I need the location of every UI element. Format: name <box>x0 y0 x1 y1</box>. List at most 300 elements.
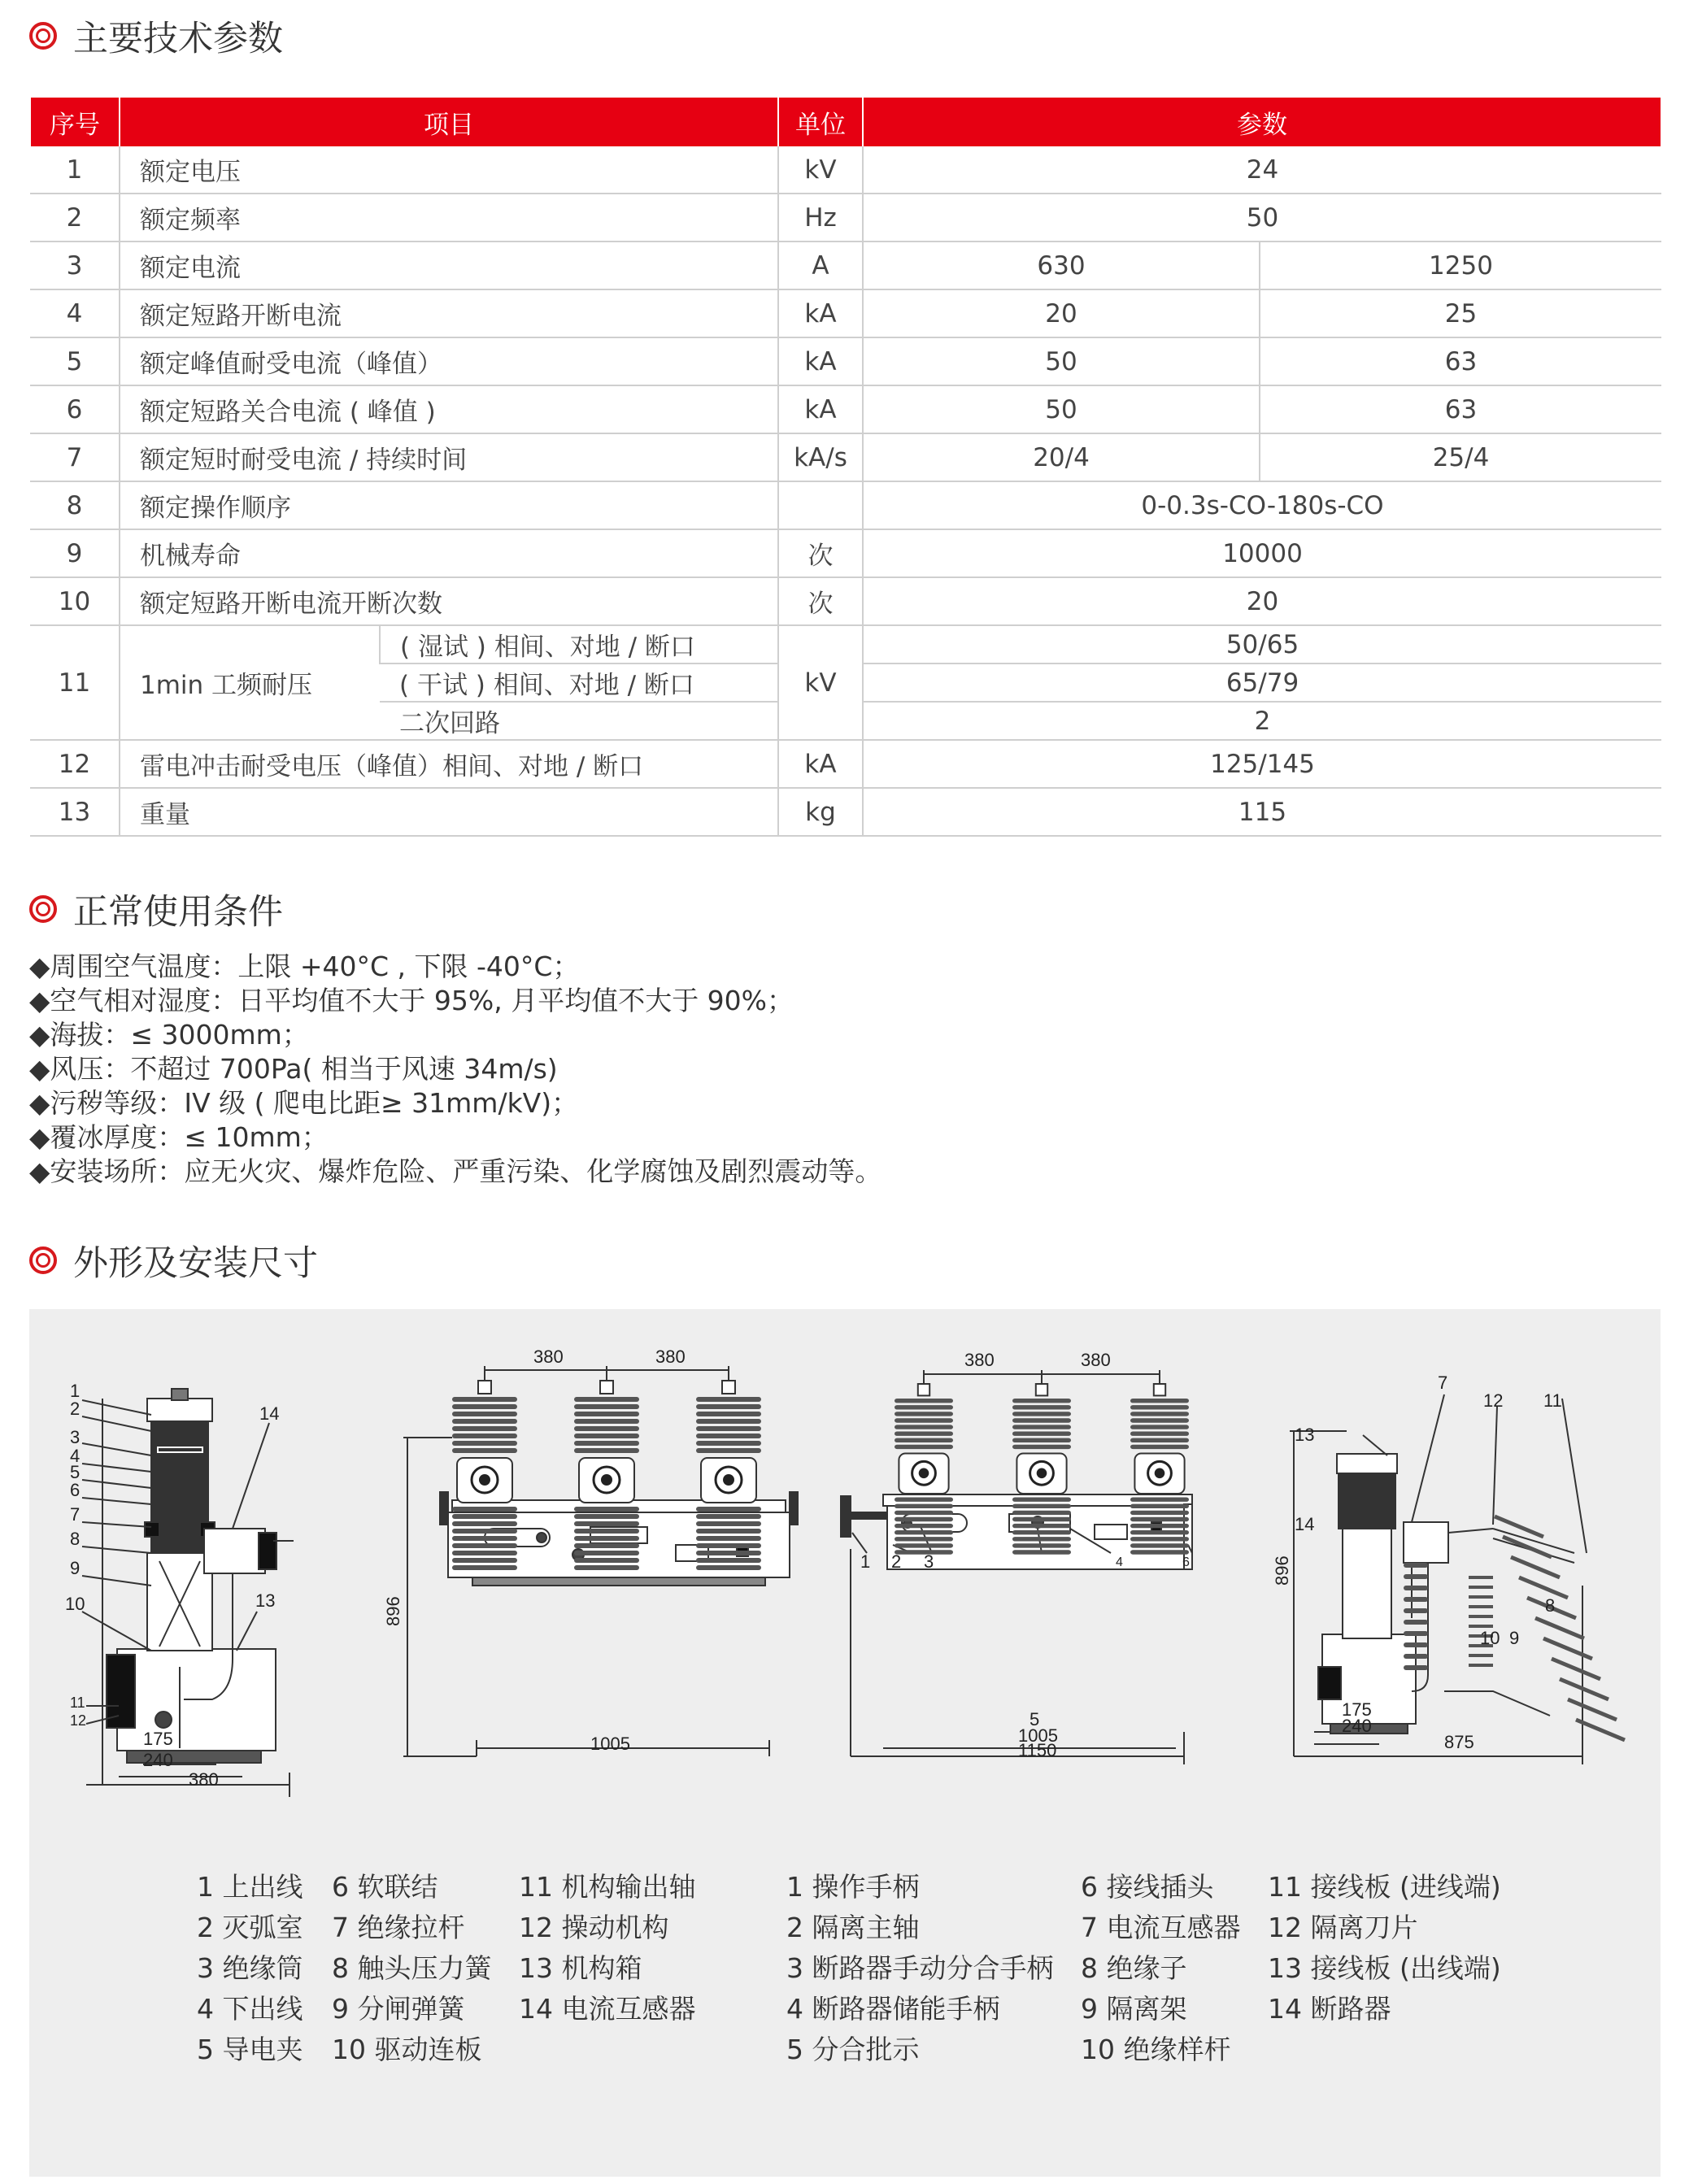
shed <box>696 1404 761 1409</box>
cell-unit: kA/s <box>778 433 863 481</box>
shed <box>1130 1511 1189 1515</box>
callout-label: 8 <box>70 1529 81 1549</box>
cell-value-630: 20 <box>863 289 1260 337</box>
isolator-shed <box>1543 1638 1592 1659</box>
cell-no: 11 <box>30 625 120 740</box>
shed <box>574 1434 639 1438</box>
cell-value: 50/65 <box>863 625 1661 663</box>
shed <box>1130 1412 1189 1416</box>
callout-label: 7 <box>70 1504 81 1525</box>
list-item: ◆海拔：≤ 3000mm； <box>29 1019 309 1051</box>
shed <box>696 1426 761 1431</box>
dimension-label: 380 <box>189 1769 219 1790</box>
cell-value-630: 50 <box>863 385 1260 433</box>
callout-label: 13 <box>255 1590 276 1611</box>
callout-label: 8 <box>1545 1595 1556 1616</box>
drawing-side-view-isolator <box>1290 1394 1587 1764</box>
table-row <box>30 481 1661 529</box>
tech-params-table <box>29 98 1662 837</box>
shed <box>696 1448 761 1453</box>
cell-item: 机械寿命 <box>120 529 778 577</box>
shed <box>574 1536 639 1541</box>
cell-value-630: 50 <box>863 337 1260 385</box>
shed <box>574 1529 639 1534</box>
dimension-label: 380 <box>533 1347 564 1367</box>
circle-bullet-icon <box>29 22 57 50</box>
shed <box>696 1551 761 1555</box>
cell-no: 7 <box>30 433 120 481</box>
cell-value: 115 <box>863 788 1661 836</box>
shed <box>452 1412 517 1416</box>
legend-item: 3 断路器手动分合手柄 <box>786 1952 1054 1984</box>
callout-label: 3 <box>924 1551 934 1572</box>
list-item: ◆空气相对湿度：日平均值不大于 95%, 月平均值不大于 90%； <box>29 985 794 1016</box>
legend-item: 12 隔离刀片 <box>1268 1912 1418 1943</box>
shed <box>452 1514 517 1519</box>
shed <box>1012 1445 1071 1449</box>
shed <box>1404 1563 1428 1568</box>
shed <box>452 1529 517 1534</box>
table-header <box>30 98 1661 146</box>
shed <box>895 1498 953 1502</box>
dimension-label: 896 <box>383 1596 403 1626</box>
cell-item: 额定短路关合电流 ( 峰值 ) <box>120 385 778 433</box>
shed <box>1404 1597 1428 1602</box>
cell-item: 额定短路开断电流开断次数 <box>120 577 778 625</box>
shed <box>452 1404 517 1409</box>
isolator-shed <box>1503 1537 1552 1557</box>
shed <box>696 1441 761 1446</box>
contact-center <box>1155 1468 1165 1479</box>
shed <box>452 1448 517 1453</box>
legend-item: 11 机构输出轴 <box>519 1871 696 1903</box>
shed <box>1012 1524 1071 1528</box>
cell-no: 5 <box>30 337 120 385</box>
shed <box>452 1551 517 1555</box>
cell-value-630: 20/4 <box>863 433 1260 481</box>
legend-item: 3 绝缘筒 <box>197 1952 303 1984</box>
isolator-shed <box>1552 1659 1600 1679</box>
legend-item: 14 断路器 <box>1268 1993 1391 2025</box>
shed <box>895 1524 953 1528</box>
shed <box>895 1517 953 1521</box>
callout-label: 10 <box>65 1594 85 1614</box>
conditions-list <box>29 950 882 1189</box>
callout-label: 11 <box>1543 1390 1562 1411</box>
list-item: ◆覆冰厚度：≤ 10mm； <box>29 1121 329 1153</box>
cell-unit: kA <box>778 337 863 385</box>
dimension-label: 240 <box>143 1750 173 1770</box>
shed <box>895 1537 953 1541</box>
cell-unit: Hz <box>778 194 863 241</box>
legend-item: 1 操作手柄 <box>786 1871 920 1903</box>
table-row <box>30 577 1661 625</box>
dimension-label: 1005 <box>590 1734 630 1754</box>
shed <box>452 1565 517 1570</box>
callout-label: 10 <box>1480 1628 1500 1648</box>
callout-label: 7 <box>1438 1373 1448 1393</box>
shed <box>895 1511 953 1515</box>
drawing-panel <box>29 1309 1661 2177</box>
dimension-label: 875 <box>1444 1732 1474 1752</box>
cell-no: 8 <box>30 481 120 529</box>
cell-item: 额定电流 <box>120 241 778 289</box>
cell-item: 重量 <box>120 788 778 836</box>
shed <box>574 1404 639 1409</box>
cell-item: 额定峰值耐受电流（峰值） <box>120 337 778 385</box>
legend-item: 4 断路器储能手柄 <box>786 1993 1000 2025</box>
table-row <box>30 385 1661 433</box>
isolator-shed <box>1519 1577 1568 1598</box>
header-value: 参数 <box>863 98 1661 146</box>
shed <box>574 1558 639 1563</box>
cell-item: 额定频率 <box>120 194 778 241</box>
callout-label: 13 <box>1295 1425 1315 1445</box>
cell-no: 4 <box>30 289 120 337</box>
cell-no: 9 <box>30 529 120 577</box>
shed <box>574 1514 639 1519</box>
cell-value-1250: 25/4 <box>1260 433 1661 481</box>
legend-item: 13 机构箱 <box>519 1952 642 1984</box>
callout-label: 12 <box>1483 1390 1504 1411</box>
cell-unit: kV <box>778 146 863 194</box>
shed <box>452 1441 517 1446</box>
shed <box>1012 1412 1071 1416</box>
cell-value: 20 <box>863 577 1661 625</box>
cell-unit: kV <box>778 625 863 740</box>
table-row <box>30 788 1661 836</box>
shed <box>1130 1543 1189 1547</box>
shed <box>1404 1631 1428 1636</box>
cell-no: 12 <box>30 740 120 788</box>
isolator-shed <box>1495 1516 1543 1537</box>
list-item: ◆风压：不超过 700Pa( 相当于风速 34m/s) <box>29 1053 558 1085</box>
legend-item: 8 绝缘子 <box>1081 1952 1187 1984</box>
legend-item: 10 驱动连板 <box>332 2034 482 2065</box>
shed <box>1404 1665 1428 1670</box>
cell-subitem: ( 湿试 ) 相间、对地 / 断口 <box>380 625 778 663</box>
cell-item: 额定短时耐受电流 / 持续时间 <box>120 433 778 481</box>
dimension-label: 896 <box>1272 1555 1292 1586</box>
isolator-shed <box>1535 1618 1584 1638</box>
legend-item: 9 隔离架 <box>1081 1993 1187 2025</box>
shed <box>895 1445 953 1449</box>
callout-label: 5 <box>1030 1709 1040 1729</box>
cell-value: 50 <box>863 194 1661 241</box>
legend-item: 8 触头压力簧 <box>332 1952 492 1984</box>
shed <box>1012 1432 1071 1436</box>
shed <box>1012 1511 1071 1515</box>
cell-value: 10000 <box>863 529 1661 577</box>
header-unit: 单位 <box>778 98 863 146</box>
legend-item: 4 下出线 <box>197 1993 303 2025</box>
shed <box>1012 1405 1071 1409</box>
dimension-label: 175 <box>143 1729 173 1749</box>
shed <box>574 1426 639 1431</box>
terminal <box>1154 1384 1165 1395</box>
shed <box>1130 1399 1189 1403</box>
cell-unit: kA <box>778 740 863 788</box>
cell-item: 1min 工频耐压 <box>120 625 380 740</box>
dimension-label: 380 <box>964 1350 995 1370</box>
contact-center <box>723 1474 734 1486</box>
shed <box>696 1514 761 1519</box>
legend-item: 13 接线板 (出线端) <box>1268 1952 1501 1984</box>
shed <box>1012 1425 1071 1429</box>
circle-bullet-icon <box>29 1246 57 1274</box>
cell-unit <box>778 481 863 529</box>
cell-value-1250: 63 <box>1260 385 1661 433</box>
dimension-label: 1150 <box>1018 1740 1057 1760</box>
contact-center <box>601 1474 612 1486</box>
shed <box>1130 1498 1189 1502</box>
dimension-label: 1005 <box>1018 1725 1058 1746</box>
shed <box>1130 1425 1189 1429</box>
shed <box>696 1419 761 1424</box>
shed <box>1130 1550 1189 1554</box>
shed <box>1404 1608 1428 1613</box>
legend-item: 2 灭弧室 <box>197 1912 303 1943</box>
shed <box>696 1558 761 1563</box>
shed <box>696 1543 761 1548</box>
table-row <box>30 433 1661 481</box>
cell-value-1250: 25 <box>1260 289 1661 337</box>
list-item: ◆污秽等级：IV 级 ( 爬电比距≥ 31mm/kV)； <box>29 1087 579 1119</box>
legend-item: 5 导电夹 <box>197 2034 303 2065</box>
shed <box>895 1543 953 1547</box>
shed <box>696 1397 761 1402</box>
shed <box>452 1426 517 1431</box>
section-title-conditions: 正常使用条件 <box>29 885 283 933</box>
shed <box>1130 1432 1189 1436</box>
shed <box>895 1425 953 1429</box>
shed <box>895 1418 953 1422</box>
cell-unit: kA <box>778 289 863 337</box>
isolator-shed <box>1560 1679 1608 1699</box>
cell-value-1250: 1250 <box>1260 241 1661 289</box>
shed <box>574 1565 639 1570</box>
isolator-shed <box>1511 1557 1560 1577</box>
cell-value: 0-0.3s-CO-180s-CO <box>863 481 1661 529</box>
shed <box>1404 1620 1428 1625</box>
cell-item: 额定电压 <box>120 146 778 194</box>
legend-item: 5 分合批示 <box>786 2034 920 2065</box>
cell-value: 2 <box>863 702 1661 740</box>
callout-label: 4 <box>70 1446 81 1466</box>
header-no: 序号 <box>30 98 120 146</box>
cell-value: 65/79 <box>863 663 1661 702</box>
shed <box>452 1507 517 1512</box>
shed <box>1130 1405 1189 1409</box>
shed <box>574 1448 639 1453</box>
shed <box>574 1521 639 1526</box>
dimension-label: 380 <box>655 1347 686 1367</box>
cell-no: 3 <box>30 241 120 289</box>
callout-label: 14 <box>1295 1514 1315 1534</box>
shed <box>574 1543 639 1548</box>
cell-value-1250: 63 <box>1260 337 1661 385</box>
list-item: ◆周围空气温度：上限 +40°C , 下限 -40°C； <box>29 951 580 982</box>
shed <box>1130 1517 1189 1521</box>
shed <box>1404 1654 1428 1659</box>
shed <box>1012 1438 1071 1442</box>
callout-label: 1 <box>70 1381 81 1401</box>
legend-item: 6 接线插头 <box>1081 1871 1214 1903</box>
cell-no: 1 <box>30 146 120 194</box>
callout-label: 6 <box>70 1480 81 1500</box>
cell-no: 13 <box>30 788 120 836</box>
header-item: 项目 <box>120 98 778 146</box>
shed <box>574 1419 639 1424</box>
shed <box>574 1441 639 1446</box>
cell-unit: 次 <box>778 577 863 625</box>
legend-item: 2 隔离主轴 <box>786 1912 920 1943</box>
shed <box>574 1397 639 1402</box>
cell-item: 雷电冲击耐受电压（峰值）相间、对地 / 断口 <box>120 740 778 788</box>
shed <box>895 1405 953 1409</box>
callout-label: 9 <box>1509 1628 1520 1648</box>
legend-item: 7 电流互感器 <box>1081 1912 1241 1943</box>
shed <box>895 1530 953 1534</box>
shed <box>1130 1530 1189 1534</box>
legend-item: 11 接线板 (进线端) <box>1268 1871 1501 1903</box>
shed <box>895 1399 953 1403</box>
terminal <box>918 1384 929 1395</box>
callout-label: 4 <box>1116 1555 1123 1569</box>
table-row <box>30 740 1661 788</box>
cell-no: 6 <box>30 385 120 433</box>
shed <box>1012 1399 1071 1403</box>
contact-center <box>1037 1468 1047 1479</box>
table-row <box>30 529 1661 577</box>
shed <box>1130 1524 1189 1528</box>
shed <box>1012 1504 1071 1508</box>
shed <box>574 1412 639 1416</box>
table-row <box>30 337 1661 385</box>
shed <box>1012 1517 1071 1521</box>
legend-item: 14 电流互感器 <box>519 1993 696 2025</box>
shed <box>1404 1574 1428 1579</box>
shed <box>696 1412 761 1416</box>
shed <box>574 1551 639 1555</box>
isolator-shed <box>1568 1699 1617 1720</box>
cell-subitem: ( 干试 ) 相间、对地 / 断口 <box>380 663 778 702</box>
callout-label: 2 <box>891 1551 902 1572</box>
cell-no: 2 <box>30 194 120 241</box>
callout-label: 6 <box>1182 1555 1190 1569</box>
circle-bullet-icon <box>29 895 57 923</box>
terminal <box>478 1381 491 1394</box>
shed <box>696 1521 761 1526</box>
legend-item: 10 绝缘样杆 <box>1081 2034 1231 2065</box>
legend-item: 7 绝缘拉杆 <box>332 1912 465 1943</box>
shed <box>452 1543 517 1548</box>
shed <box>1130 1438 1189 1442</box>
shed <box>452 1536 517 1541</box>
cell-value-630: 630 <box>863 241 1260 289</box>
legend-item: 6 软联结 <box>332 1871 438 1903</box>
callout-label: 2 <box>70 1399 81 1419</box>
table-row <box>30 146 1661 194</box>
shed <box>895 1432 953 1436</box>
callout-label: 14 <box>259 1403 280 1424</box>
cell-unit: A <box>778 241 863 289</box>
shed <box>1404 1586 1428 1590</box>
section-title-dimensions: 外形及安装尺寸 <box>29 1236 318 1285</box>
contact-center <box>919 1468 929 1479</box>
dimension-label: 240 <box>1342 1716 1372 1736</box>
callout-label: 3 <box>70 1427 81 1447</box>
shed <box>574 1507 639 1512</box>
shed <box>1404 1642 1428 1647</box>
cell-unit: kg <box>778 788 863 836</box>
cell-value: 24 <box>863 146 1661 194</box>
table-row <box>30 625 1661 663</box>
shed <box>1130 1504 1189 1508</box>
list-item: ◆安装场所：应无火灾、爆炸危险、严重污染、化学腐蚀及剧烈震动等。 <box>29 1155 882 1187</box>
shed <box>696 1529 761 1534</box>
dimension-label: 380 <box>1081 1350 1111 1370</box>
cell-item: 额定操作顺序 <box>120 481 778 529</box>
terminal <box>722 1381 735 1394</box>
shed <box>1012 1543 1071 1547</box>
shed <box>895 1504 953 1508</box>
shed <box>452 1419 517 1424</box>
cell-value: 125/145 <box>863 740 1661 788</box>
table-row <box>30 194 1661 241</box>
shed <box>452 1434 517 1438</box>
terminal <box>600 1381 613 1394</box>
callout-label: 11 <box>70 1695 85 1711</box>
shed <box>1130 1445 1189 1449</box>
legend-item: 12 操动机构 <box>519 1912 669 1943</box>
shed <box>452 1558 517 1563</box>
legend-item: 1 上出线 <box>197 1871 303 1903</box>
table-row <box>30 289 1661 337</box>
shed <box>696 1434 761 1438</box>
dimension-label: 175 <box>1342 1699 1372 1720</box>
callout-label: 12 <box>70 1712 87 1729</box>
shed <box>1130 1418 1189 1422</box>
shed <box>1012 1550 1071 1554</box>
shed <box>1012 1498 1071 1502</box>
shed <box>696 1536 761 1541</box>
shed <box>1012 1537 1071 1541</box>
cell-no: 10 <box>30 577 120 625</box>
shed <box>696 1565 761 1570</box>
cell-unit: 次 <box>778 529 863 577</box>
shed <box>452 1397 517 1402</box>
callout-label: 5 <box>70 1462 81 1482</box>
section-title-tech-params: 主要技术参数 <box>29 11 283 60</box>
shed <box>696 1507 761 1512</box>
shed <box>895 1412 953 1416</box>
shed <box>1130 1537 1189 1541</box>
callout-label: 1 <box>860 1551 871 1572</box>
table-row <box>30 241 1661 289</box>
shed <box>1012 1418 1071 1422</box>
cell-subitem: 二次回路 <box>380 702 778 740</box>
cell-item: 额定短路开断电流 <box>120 289 778 337</box>
contact-center <box>479 1474 490 1486</box>
shed <box>895 1438 953 1442</box>
callout-label: 9 <box>70 1558 81 1578</box>
shed <box>1012 1530 1071 1534</box>
terminal <box>1036 1384 1047 1395</box>
shed <box>452 1521 517 1526</box>
cell-unit: kA <box>778 385 863 433</box>
legend-item: 9 分闸弹簧 <box>332 1993 465 2025</box>
